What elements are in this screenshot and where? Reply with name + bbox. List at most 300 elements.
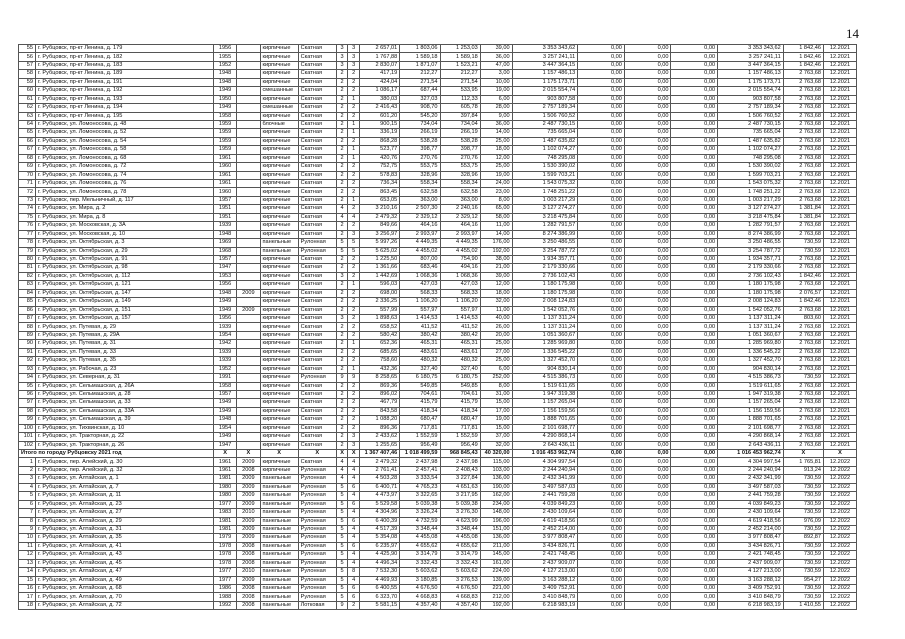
table-cell: 6 400,71 — [360, 483, 400, 491]
table-cell: 2 437,98 — [440, 458, 480, 466]
table-cell: 0,00 — [578, 146, 625, 154]
table-cell: кирпичные — [260, 433, 298, 441]
table-cell: 100 — [19, 424, 36, 432]
table-cell: 15,00 — [480, 399, 512, 407]
table-cell: 0,00 — [671, 264, 718, 272]
table-cell: Скатная — [298, 416, 336, 424]
table-cell: 976,09 — [783, 517, 823, 525]
table-cell: 1 327 452,70 — [512, 357, 578, 365]
table-cell: 652,36 — [360, 340, 400, 348]
table-cell: 0,00 — [624, 340, 671, 348]
table-cell: 680,47 — [400, 416, 440, 424]
table-cell: 1 003 217,29 — [718, 196, 784, 204]
table-cell: 0,00 — [624, 205, 671, 213]
table-cell: 0,00 — [671, 433, 718, 441]
table-cell: 12.2022 — [823, 559, 856, 567]
table-cell: 1 051 360,67 — [718, 331, 784, 339]
table-cell: 1 934 357,71 — [512, 255, 578, 263]
table-cell: 0,00 — [624, 163, 671, 171]
table-cell: 1957 — [213, 196, 236, 204]
table-cell: 328,96 — [440, 171, 480, 179]
table-cell: 5 997,26 — [360, 239, 400, 247]
table-cell: 601,20 — [360, 112, 400, 120]
table-cell: 0,00 — [671, 374, 718, 382]
table-cell: 1 225,50 — [360, 255, 400, 263]
table-cell: Скатная — [298, 255, 336, 263]
table-row — [19, 525, 857, 533]
table-cell: 2 — [348, 222, 360, 230]
table-cell: 698,00 — [360, 289, 400, 297]
table-cell: 32,00 — [480, 441, 512, 449]
table-cell: 63 — [19, 112, 36, 120]
table-cell: г. Рубцовск, пр-кт Ленина, д. 193 — [35, 95, 213, 103]
table-cell: 3 434 826,71 — [512, 542, 578, 550]
table-cell: 82 — [19, 272, 36, 280]
table-cell: панельные — [260, 509, 298, 517]
table-cell: 221,00 — [480, 585, 512, 593]
table-cell: 2 763,68 — [783, 180, 823, 188]
table-cell: 266,19 — [400, 129, 440, 137]
table-cell: 1961 — [213, 466, 236, 474]
table-cell: 0,00 — [578, 239, 625, 247]
table-cell: 1 016 453 962,74 — [512, 450, 578, 458]
table-row — [19, 357, 857, 365]
table-cell: Скатная — [298, 120, 336, 128]
table-cell: 4 449,35 — [400, 239, 440, 247]
table-cell: 2 421 748,45 — [512, 551, 578, 559]
table-cell: 465,31 — [400, 340, 440, 348]
table-cell: г. Рубцовск, ул. Сельмашская, д. 26А — [35, 382, 213, 390]
table-cell: 3 276,30 — [440, 509, 480, 517]
table-cell — [237, 230, 260, 238]
table-cell: 0,00 — [624, 146, 671, 154]
table-cell: 0,00 — [624, 517, 671, 525]
table-cell: 730,59 — [783, 593, 823, 601]
table-cell: 6 — [348, 500, 360, 508]
table-cell: 2008 — [237, 559, 260, 567]
table-cell: 0,00 — [578, 230, 625, 238]
table-cell: 1 487 635,82 — [512, 137, 578, 145]
table-row — [19, 374, 857, 382]
table-cell: X — [336, 450, 348, 458]
table-cell: г. Рубцовск, ул. Ломоносова, д. 74 — [35, 171, 213, 179]
table-cell: 0,00 — [671, 576, 718, 584]
table-row — [19, 458, 857, 466]
table-cell: 12.2022 — [823, 475, 856, 483]
table-cell: 1 106,20 — [400, 298, 440, 306]
table-cell: 397,84 — [440, 112, 480, 120]
table-cell: 3 257 241,11 — [718, 53, 784, 61]
table-cell: Скатная — [298, 53, 336, 61]
table-cell: 67 — [19, 146, 36, 154]
table-cell: 3 218 475,84 — [512, 213, 578, 221]
table-cell: 415,79 — [440, 399, 480, 407]
table-cell: 0,00 — [624, 45, 671, 53]
table-cell: 12.2022 — [823, 525, 856, 533]
table-cell: 58 — [19, 70, 36, 78]
table-cell: 1 530 390,02 — [718, 163, 784, 171]
table-cell: 2 763,68 — [783, 416, 823, 424]
table-cell: кирпичные — [260, 382, 298, 390]
table-cell: 2 — [336, 188, 348, 196]
table-cell: 8 274 386,99 — [512, 230, 578, 238]
table-row — [19, 289, 857, 297]
table-cell: 2 — [336, 171, 348, 179]
table-cell: 0,00 — [624, 213, 671, 221]
table-cell: 112,33 — [440, 95, 480, 103]
table-row — [19, 255, 857, 263]
table-cell: 4 290 868,14 — [512, 433, 578, 441]
table-cell: 1 — [348, 146, 360, 154]
table-cell: 11 — [19, 542, 36, 550]
table-cell: 10,00 — [480, 78, 512, 86]
table-cell: г. Рубцовск, ул. Алтайская, д. 29 — [35, 517, 213, 525]
table-cell: 3 256,97 — [360, 230, 400, 238]
table-cell: 0,00 — [578, 601, 625, 609]
table-cell: 0,00 — [578, 331, 625, 339]
table-row — [19, 298, 857, 306]
table-cell: 65 — [19, 129, 36, 137]
table-cell: 0,00 — [671, 483, 718, 491]
table-row — [19, 137, 857, 145]
table-cell: 6 400,39 — [360, 517, 400, 525]
table-cell: 0,00 — [578, 306, 625, 314]
table-cell: 12.2022 — [823, 492, 856, 500]
table-cell: 2 — [336, 163, 348, 171]
table-cell: 0,00 — [671, 129, 718, 137]
table-cell: 75 — [19, 213, 36, 221]
table-cell: 0,00 — [624, 306, 671, 314]
table-cell: 12.2022 — [823, 585, 856, 593]
table-cell: 2 437 909,07 — [512, 559, 578, 567]
table-cell — [237, 222, 260, 230]
table-cell: 0,00 — [671, 104, 718, 112]
table-cell: Скатная — [298, 196, 336, 204]
table-cell — [237, 390, 260, 398]
table-cell: 2 — [336, 416, 348, 424]
table-cell: г. Рубцовск, ул. Октябрьская, д. 147 — [35, 289, 213, 297]
table-cell: 1961 — [213, 171, 236, 179]
table-cell: 1 519 611,65 — [718, 382, 784, 390]
table-cell: 2 430 109,64 — [718, 509, 784, 517]
table-cell: 270,76 — [400, 154, 440, 162]
table-cell: 4 — [348, 534, 360, 542]
table-cell: 0,00 — [671, 196, 718, 204]
table-row — [19, 45, 857, 53]
table-cell: Скатная — [298, 306, 336, 314]
table-cell: 10 — [19, 534, 36, 542]
table-cell: панельные — [260, 559, 298, 567]
table-cell: 0,00 — [578, 475, 625, 483]
table-row — [19, 365, 857, 373]
table-cell: 0,00 — [578, 585, 625, 593]
table-cell: 14,00 — [480, 230, 512, 238]
table-cell: 12.2021 — [823, 416, 856, 424]
table-row — [19, 61, 857, 69]
table-cell: 3 409 752,91 — [718, 585, 784, 593]
table-cell: Скатная — [298, 441, 336, 449]
table-cell: 1 — [348, 196, 360, 204]
table-cell: 2 — [336, 382, 348, 390]
table-cell: 1979 — [213, 534, 236, 542]
table-cell — [237, 264, 260, 272]
table-cell: 0,00 — [671, 146, 718, 154]
table-cell: 2 763,68 — [783, 424, 823, 432]
table-cell: 7 — [19, 509, 36, 517]
table-cell: Скатная — [298, 129, 336, 137]
table-cell: 3 250 486,55 — [512, 239, 578, 247]
table-cell: 2 — [348, 407, 360, 415]
table-cell: 0,00 — [578, 500, 625, 508]
table-row — [19, 390, 857, 398]
table-cell: 0,00 — [578, 424, 625, 432]
table-cell: 5 — [336, 239, 348, 247]
table-cell: 0,00 — [671, 365, 718, 373]
table-cell: 1953 — [213, 272, 236, 280]
table-cell: 12.2021 — [823, 407, 856, 415]
table-cell: 12.2022 — [823, 509, 856, 517]
table-cell: 0,00 — [671, 70, 718, 78]
table-cell: 12.2021 — [823, 272, 856, 280]
table-cell: 5 — [336, 483, 348, 491]
table-cell: кирпичные — [260, 222, 298, 230]
table-cell: 65,00 — [480, 205, 512, 213]
table-cell: 892,87 — [783, 534, 823, 542]
table-cell: 1949 — [213, 87, 236, 95]
table-cell: панельные — [260, 247, 298, 255]
table-cell: 549,85 — [440, 382, 480, 390]
table-cell: 20,00 — [480, 331, 512, 339]
table-cell: 2 — [348, 70, 360, 78]
table-cell: 730,59 — [783, 500, 823, 508]
table-cell: кирпичные — [260, 466, 298, 474]
table-cell: 0,00 — [578, 525, 625, 533]
table-cell: 6,00 — [480, 95, 512, 103]
table-cell: 380,42 — [440, 331, 480, 339]
table-cell: 0,00 — [578, 509, 625, 517]
table-cell: 68 — [19, 154, 36, 162]
table-cell: 687,44 — [400, 87, 440, 95]
table-cell: Рулонная — [298, 534, 336, 542]
table-cell: 0,00 — [624, 601, 671, 609]
table-cell: панельные — [260, 593, 298, 601]
table-cell: 3 — [19, 475, 36, 483]
table-cell: Скатная — [298, 154, 336, 162]
table-cell: 596,03 — [360, 281, 400, 289]
table-cell: 0,00 — [624, 542, 671, 550]
table-cell: 2 763,68 — [783, 188, 823, 196]
table-cell: 271,54 — [400, 78, 440, 86]
table-cell: г. Рубцовск, ул. Сельмашская, д. 33 — [35, 399, 213, 407]
table-cell: г. Рубцовск, ул. Алтайская, д. 47 — [35, 568, 213, 576]
table-cell: 0,00 — [624, 551, 671, 559]
table-cell: 2 — [336, 154, 348, 162]
table-cell: 252,00 — [480, 374, 512, 382]
table-cell: 0,00 — [671, 112, 718, 120]
table-cell: 14,00 — [480, 129, 512, 137]
table-cell: 58,00 — [480, 213, 512, 221]
table-cell: 1949 — [213, 399, 236, 407]
table-cell: 424,04 — [360, 78, 400, 86]
table-cell: 2 — [348, 289, 360, 297]
table-cell: г. Рубцовск, ул. Сельмашская, д. 33А — [35, 407, 213, 415]
table-cell: 0,00 — [624, 78, 671, 86]
table-cell: 151,00 — [480, 525, 512, 533]
table-cell: 1 — [348, 120, 360, 128]
table-cell: 0,00 — [671, 475, 718, 483]
table-cell: 87 — [19, 315, 36, 323]
table-cell — [237, 45, 260, 53]
table-cell: г. Рубцовск, ул. Тракторная, д. 22 — [35, 433, 213, 441]
table-cell: г. Рубцовск, ул. Октябрьская, д. 121 — [35, 281, 213, 289]
table-row — [19, 53, 857, 61]
table-cell: 2 763,68 — [783, 264, 823, 272]
table-cell: г. Рубцовск, ул. Мира, д. 2 — [35, 205, 213, 213]
table-cell: 3 332,43 — [400, 559, 440, 567]
table-cell: 0,00 — [578, 188, 625, 196]
table-cell: г. Рубцовск, ул. Московская, д. 3А — [35, 222, 213, 230]
table-cell: 427,03 — [400, 281, 440, 289]
table-cell: 4 127 213,00 — [512, 568, 578, 576]
table-cell: 0,00 — [624, 576, 671, 584]
table-cell: 1 888 701,65 — [512, 416, 578, 424]
table-cell: 2 — [348, 323, 360, 331]
table-cell: 8 — [19, 517, 36, 525]
table-cell: 0,00 — [578, 180, 625, 188]
table-cell: 2 — [348, 331, 360, 339]
table-cell: 0,00 — [624, 196, 671, 204]
table-cell: 1947 — [213, 264, 236, 272]
table-cell: 483,61 — [440, 348, 480, 356]
table-cell: кирпичные — [260, 399, 298, 407]
table-cell: кирпичные — [260, 230, 298, 238]
table-cell: 0,00 — [671, 340, 718, 348]
table-cell: 483,61 — [400, 348, 440, 356]
table-cell: кирпичные — [260, 357, 298, 365]
table-cell: 40 320,00 — [480, 450, 512, 458]
table-cell: 2009 — [237, 525, 260, 533]
table-cell: 0,00 — [578, 576, 625, 584]
table-cell: кирпичные — [260, 95, 298, 103]
table-cell: 3 163 288,12 — [718, 576, 784, 584]
table-cell — [237, 61, 260, 69]
table-cell: 0,00 — [624, 348, 671, 356]
table-cell: 0,00 — [624, 222, 671, 230]
table-cell: Скатная — [298, 213, 336, 221]
total-row — [19, 450, 857, 458]
table-cell: 0,00 — [671, 601, 718, 609]
table-cell: 1 523,21 — [440, 61, 480, 69]
table-cell: 380,03 — [360, 95, 400, 103]
table-cell: 0,00 — [578, 315, 625, 323]
table-cell: 1948 — [213, 70, 236, 78]
table-cell: 6 — [348, 593, 360, 601]
table-cell: 0,00 — [671, 120, 718, 128]
table-cell: Скатная — [298, 407, 336, 415]
table-cell: 102 — [19, 441, 36, 449]
table-cell: 1983 — [213, 509, 236, 517]
table-cell: 5 — [336, 542, 348, 550]
table-cell: 4 668,83 — [440, 593, 480, 601]
table-cell: 83 — [19, 281, 36, 289]
table-cell: 4 — [348, 213, 360, 221]
table-row — [19, 593, 857, 601]
table-cell: 2 763,68 — [783, 255, 823, 263]
table-cell: кирпичные — [260, 137, 298, 145]
table-cell: кирпичные — [260, 306, 298, 314]
table-cell: 12.2021 — [823, 61, 856, 69]
table-cell: г. Рубцовск, ул. Ломоносова, д. 48 — [35, 120, 213, 128]
table-cell: 748 295,08 — [512, 154, 578, 162]
table-cell: 0,00 — [671, 247, 718, 255]
table-cell — [237, 137, 260, 145]
table-row — [19, 407, 857, 415]
table-cell: 4 496,34 — [360, 559, 400, 567]
table-cell: X — [783, 450, 823, 458]
table-cell: 0,00 — [671, 188, 718, 196]
table-cell: г. Рубцовск, ул. Алтайская, д. 72 — [35, 601, 213, 609]
table-cell: 3 — [336, 45, 348, 53]
table-cell: 0,00 — [624, 424, 671, 432]
table-cell: 1 599 703,21 — [718, 171, 784, 179]
table-cell: 1 137 311,24 — [718, 315, 784, 323]
table-cell: 4 — [348, 525, 360, 533]
table-cell: 557,99 — [360, 306, 400, 314]
table-cell: панельные — [260, 585, 298, 593]
table-cell: 12.2021 — [823, 104, 856, 112]
table-cell: 3 353 343,62 — [718, 45, 784, 53]
table-cell: 2 015 554,74 — [512, 87, 578, 95]
table-cell: 80 — [19, 255, 36, 263]
table-cell: 0,00 — [578, 323, 625, 331]
table-cell: 0,00 — [624, 407, 671, 415]
table-cell: 3 353 343,62 — [512, 45, 578, 53]
table-cell: 66 — [19, 137, 36, 145]
table-cell: 136,00 — [480, 475, 512, 483]
table-cell: 27,00 — [480, 348, 512, 356]
table-cell: 2 763,68 — [783, 112, 823, 120]
table-cell: 2 452 214,00 — [512, 525, 578, 533]
table-cell: 39,00 — [480, 45, 512, 53]
table-cell: 0,00 — [578, 365, 625, 373]
table-row — [19, 281, 857, 289]
table-cell: 0,00 — [578, 298, 625, 306]
table-cell: 91 — [19, 348, 36, 356]
table-cell: кирпичные — [260, 272, 298, 280]
table-cell — [237, 433, 260, 441]
table-cell: 0,00 — [671, 180, 718, 188]
table-cell: Рулонная — [298, 500, 336, 508]
table-cell: 327,40 — [400, 365, 440, 373]
table-cell: г. Рубцовск, ул. Алтайская, д. 11 — [35, 492, 213, 500]
table-cell: 0,00 — [578, 196, 625, 204]
table-cell: 2008 — [237, 601, 260, 609]
table-cell: 2 763,68 — [783, 137, 823, 145]
table-cell: 12.2021 — [823, 306, 856, 314]
table-cell: 494,16 — [440, 264, 480, 272]
table-cell: 0,00 — [578, 559, 625, 567]
table-cell: 2 763,68 — [783, 281, 823, 289]
table-cell — [237, 382, 260, 390]
table-cell: 25,00 — [480, 357, 512, 365]
table-cell: 9 — [19, 525, 36, 533]
table-cell: 2008 — [237, 551, 260, 559]
table-cell: 2 — [348, 399, 360, 407]
table-cell: 1 003 217,29 — [512, 196, 578, 204]
table-cell: 12.2022 — [823, 466, 856, 474]
table-cell: 0,00 — [578, 264, 625, 272]
table-cell: 18 — [19, 601, 36, 609]
